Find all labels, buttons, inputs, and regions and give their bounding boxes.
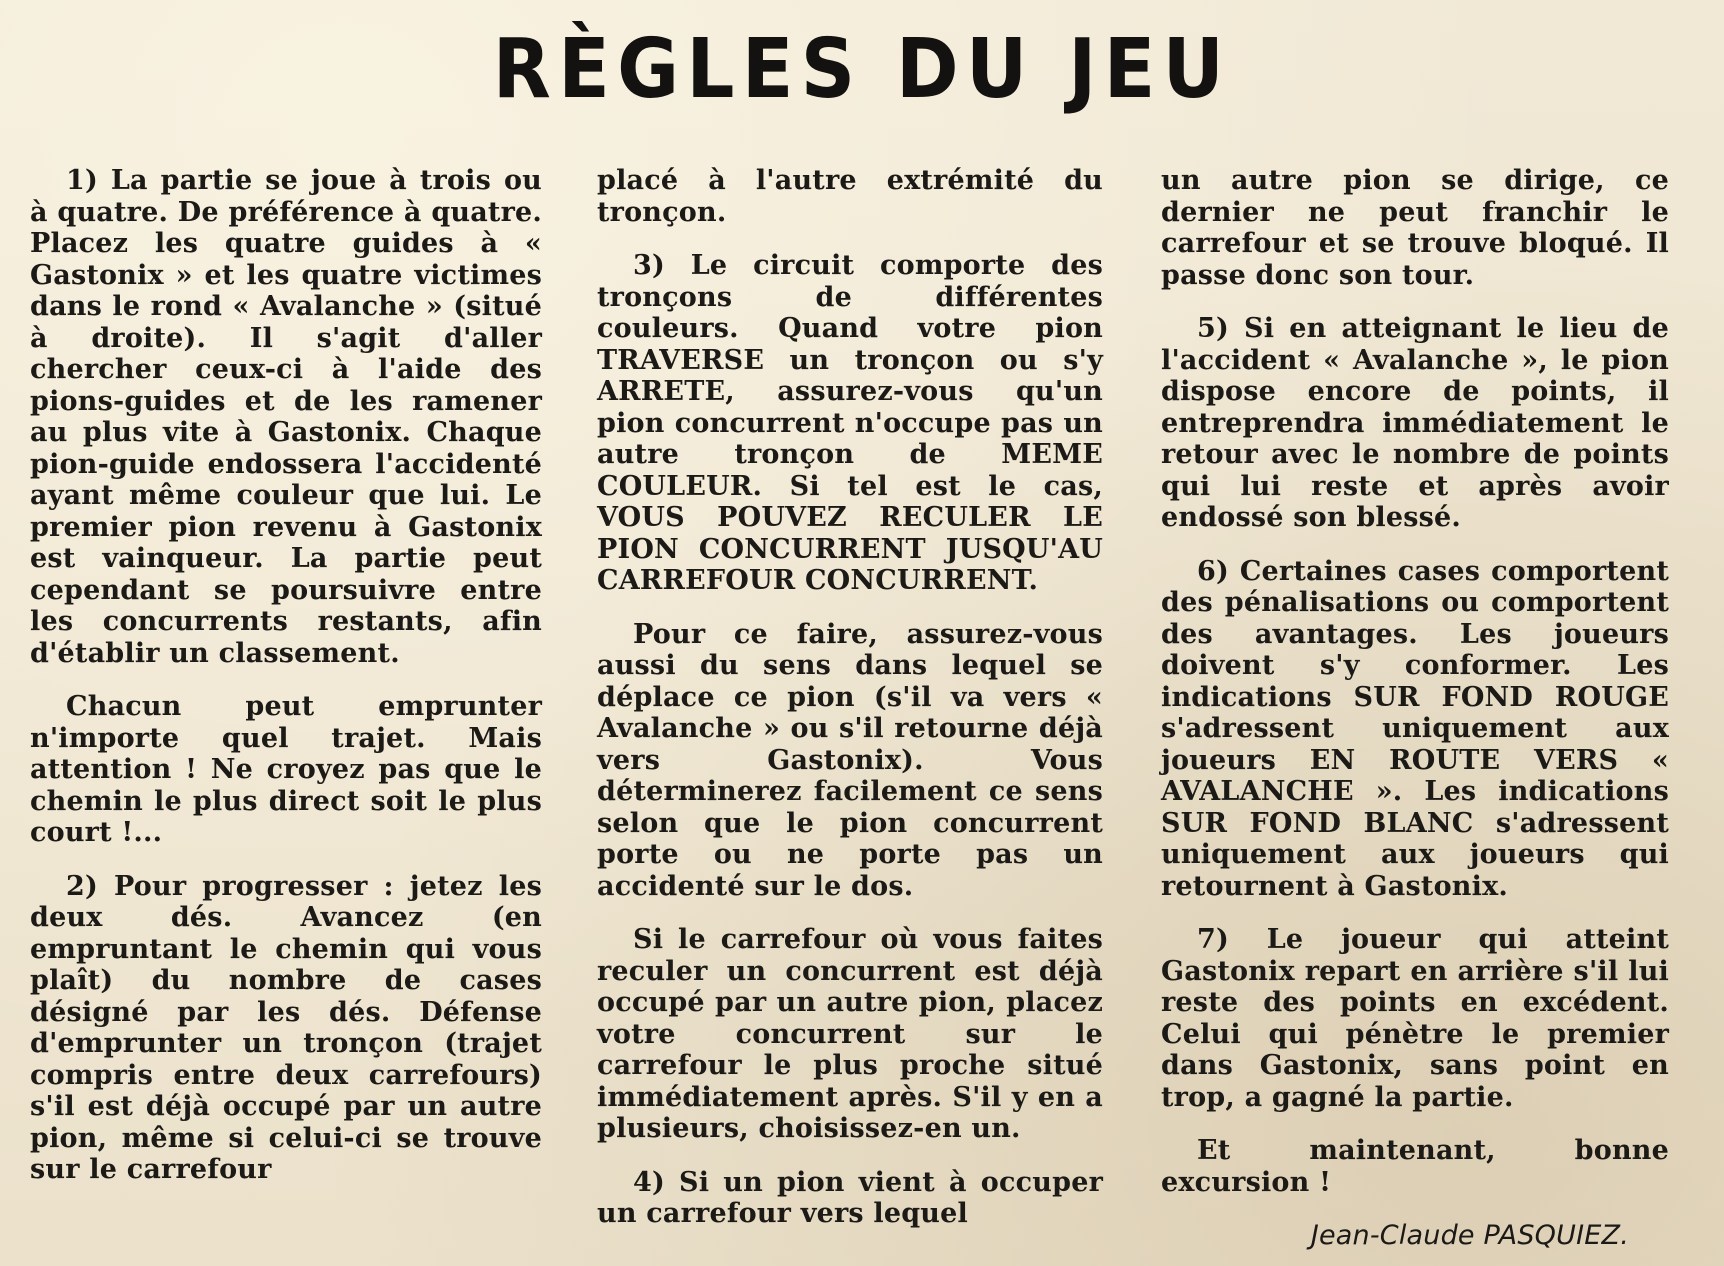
occupied-crossroad-paragraph: Si le carrefour où vous faites reculer un concurrent est déjà occupé par un autre pion, placez votre concurrent sur le carrefour le plus proche situé immédiatement après. S'il y en a plusieurs, choisissez-en un.	[597, 924, 1103, 1144]
rule-5-paragraph: 5) Si en atteignant le lieu de l'accident « Avalanche », le pion dispose encore de points, il entreprendra immédiatement le retour avec le nombre de points qui lui reste et après avoir endossé son blessé.	[1161, 313, 1669, 533]
rule-2-paragraph: 2) Pour progresser : jetez les deux dés. Avancez (en empruntant le chemin qui vous plaît) du nombre de cases désigné par les dés. Défense d'emprunter un tronçon (trajet compris entre deux carrefours) s'il est déjà occupé par un autre pion, même si celui-ci se trouve sur le carrefour	[30, 870, 542, 1185]
rule-4-paragraph: 4) Si un pion vient à occuper un carrefour vers lequel	[597, 1166, 1103, 1229]
text-column-2	[597, 165, 1103, 1252]
page-title: RÈGLES DU JEU	[492, 22, 1232, 117]
route-choice-paragraph: Chacun peut emprunter n'importe quel trajet. Mais attention ! Ne croyez pas que le chemin le plus direct soit le plus court !...	[30, 691, 542, 848]
direction-paragraph: Pour ce faire, assurez-vous aussi du sens dans lequel se déplace ce pion (s'il va vers « Avalanche » ou s'il retourne déjà vers Gastonix). Vous déterminerez facilement ce sens selon que le pion concurrent porte ou ne porte pas un accidenté sur le dos.	[597, 618, 1103, 902]
text-column-3	[1161, 165, 1669, 1252]
rule-4-continuation: un autre pion se dirige, ce dernier ne peut franchir le carrefour et se trouve bloqué. Il passe donc son tour.	[1161, 165, 1669, 291]
closing-paragraph: Et maintenant, bonne excursion !	[1161, 1135, 1669, 1198]
author-signature: Jean-Claude PASQUIEZ.	[1310, 1220, 1629, 1251]
rule-2-continuation: placé à l'autre extrémité du tronçon.	[597, 165, 1103, 228]
rule-1-paragraph: 1) La partie se joue à trois ou à quatre. De préférence à quatre. Placez les quatre guides à « Gastonix » et les quatre victimes dans le rond « Avalanche » (situé à droite). Il s'agit d'aller chercher ceux-ci à l'aide des pions-guides et de les ramener au plus vite à Gastonix. Chaque pion-guide endossera l'accidenté ayant même couleur que lui. Le premier pion revenu à Gastonix est vainqueur. La partie peut cependant se poursuivre entre les concurrents restants, afin d'établir un classement.	[30, 165, 542, 669]
rule-7-paragraph: 7) Le joueur qui atteint Gastonix repart en arrière s'il lui reste des points en excédent. Celui qui pénètre le premier dans Gastonix, sans point en trop, a gagné la partie.	[1161, 924, 1669, 1113]
rule-6-paragraph: 6) Certaines cases comportent des pénalisations ou comportent des avantages. Les joueurs doivent s'y conformer. Les indications SUR FOND ROUGE s'adressent uniquement aux joueurs EN ROUTE VERS « AVALANCHE ». Les indications SUR FOND BLANC s'adressent uniquement aux joueurs qui retournent à Gastonix.	[1161, 555, 1669, 902]
rule-3-paragraph: 3) Le circuit comporte des tronçons de différentes couleurs. Quand votre pion TRAVERSE un tronçon ou s'y ARRETE, assurez-vous qu'un pion concurrent n'occupe pas un autre tronçon de MEME COULEUR. Si tel est le cas, VOUS POUVEZ RECULER LE PION CONCURRENT JUSQU'AU CARREFOUR CONCURRENT.	[597, 250, 1103, 596]
text-column-1	[30, 165, 542, 1208]
